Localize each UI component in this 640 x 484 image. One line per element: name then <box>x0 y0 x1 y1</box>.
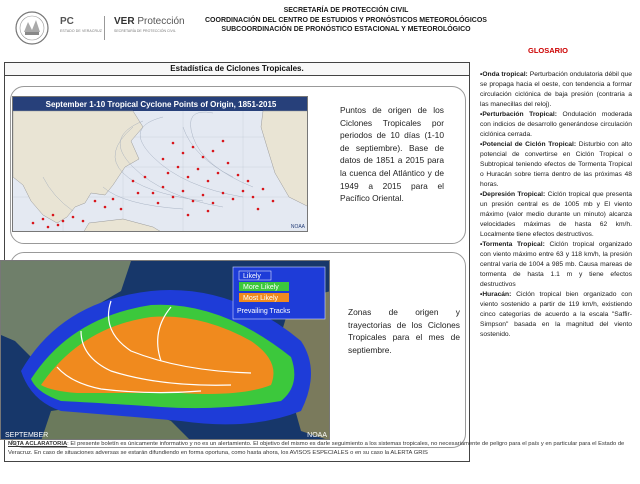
glossary-definition: Disturbio con alto potencial de convertirse en Ciclón Tropical o Subtropical teniendo efectos de Tormenta Tropical o Huracán sobre tierra dentro de las próximas 48 horas. <box>480 141 632 188</box>
legend-prevailing-tracks: Prevailing Tracks <box>237 308 291 315</box>
header-divider <box>104 16 105 40</box>
tracks-description: Zonas de origen y trayectorias de los Ciclones Tropicales para el mes de septiembre. <box>348 307 460 355</box>
glossary-term: Perturbación Tropical: <box>482 111 557 118</box>
origin-points-map-image <box>13 97 308 232</box>
tracks-map <box>0 260 330 440</box>
note-text: : El presente boletín es únicamente informativo y no es un alertamiento. El objetivo del mismo es darle seguimiento a los sistemas tropicales, no necesariamente de peligro para el país y en particular para el Estado de Veracruz. En caso de situaciones adversas se estarán difundiendo en forma oportuna, como hasta ahora, los AVISOS ESPECIALES o en su caso la ALERTA GRIS <box>8 441 625 456</box>
ver-proteccion-logo <box>114 16 194 33</box>
pc-logo-subtitle: ESTADO DE VERACRUZ <box>60 29 102 33</box>
glossary-definition: Ciclón tropical organizado con viento máximo entre 63 y 118 km/h, la presión central varía de 1004 a 985 mb. Causa mareas de tormenta de hasta 1.1 m y tiene efectos destructivos <box>480 241 633 288</box>
legend-most-likely: Most Likely <box>243 295 279 302</box>
pc-logo-text: PC <box>60 16 74 27</box>
origin-points-map <box>12 96 308 232</box>
tracks-map-month: SEPTEMBER <box>5 432 49 439</box>
glossary-term: Tormenta Tropical: <box>482 241 545 248</box>
header-titles <box>196 6 496 35</box>
glossary-item: •Perturbación Tropical: Ondulación moderada con indicios de desarrollo generándose circulación ciclónica cerrada. <box>480 111 632 138</box>
ver-logo-text <box>114 16 194 27</box>
tracks-map-image <box>1 261 330 440</box>
header-title-2: COORDINACIÓN DEL CENTRO DE ESTUDIOS Y PRONÓSTICOS METEOROLÓGICOS <box>205 16 487 24</box>
header-title-3: SUBCOORDINACIÓN DE PRONÓSTICO ESTACIONAL Y METEOROLÓGICO <box>221 26 471 34</box>
disclaimer-note <box>8 440 628 458</box>
glossary-term: Huracán: <box>482 291 512 298</box>
legend-likely: Likely <box>243 273 261 280</box>
glossary-item: •Huracán: Ciclón tropical bien organizado con viento sostenido a partir de 119 km/h, existiendo cinco categorías de acuerdo a la escala "Saffir-Simpson" basada en la magnitud del viento sostenido. <box>480 291 632 338</box>
veracruz-seal-icon <box>14 10 50 46</box>
note-label: NOTA ACLARATORIA <box>8 441 68 447</box>
tracks-map-credit: NOAA <box>307 432 327 439</box>
glossary-definition: Ciclón tropical bien organizado con viento sostenido a partir de 119 km/h, existiendo cinco categorías de acuerdo a la escala "Saffir-Simpson" basada en la magnitud del viento sostenido. <box>480 291 632 338</box>
section-title: Estadística de Ciclones Tropicales. <box>4 62 470 76</box>
origin-map-credit: NOAA <box>290 224 305 230</box>
origin-map-title: September 1-10 Tropical Cyclone Points of Origin, 1851-2015 <box>45 100 277 109</box>
glossary <box>480 60 632 340</box>
glossary-item: •Onda tropical: Perturbación ondulatoria débil que se propaga hacia el oeste, con tendencia a formar circulación ciclónica de baja presión (contraria a las manecillas del reloj). <box>480 71 632 108</box>
header-title-1: SECRETARÍA DE PROTECCIÓN CIVIL <box>283 7 409 14</box>
pc-logo <box>60 16 104 33</box>
ver-logo-bold: VER <box>114 16 135 27</box>
glossary-definition: Ciclón tropical que presenta un presión central es de 1005 mb y El viento máximo (valor medio durante un minuto) alcanza velocidades máximas de hasta 62 km/h. Localmente tiene efectos destructivos. <box>480 191 632 238</box>
glossary-title: GLOSARIO <box>528 46 569 55</box>
glossary-term: Depresión Tropical: <box>482 191 546 198</box>
map-legend <box>233 267 325 319</box>
glossary-item: •Tormenta Tropical: Ciclón tropical organizado con viento máximo entre 63 y 118 km/h, la presión central varía de 1004 a 985 mb. Causa mareas de tormenta de hasta 1.1 m y tiene efectos destructivos <box>480 241 633 288</box>
ver-logo-word: Protección <box>137 16 185 27</box>
glossary-definition: Ondulación moderada con indicios de desarrollo generándose circulación ciclónica cerrada. <box>480 111 632 138</box>
glossary-definition: Perturbación ondulatoria débil que se propaga hacia el oeste, con tendencia a formar circulación ciclónica de baja presión (contraria a las manecillas del reloj). <box>480 71 632 108</box>
glossary-term: Onda tropical: <box>482 71 528 78</box>
legend-more-likely: More Likely <box>243 284 279 291</box>
origin-points-description: Puntos de origen de los Ciclones Tropicales por periodos de 10 días (1-10 de septiembre). Base de datos de 1851 a 2015 para la cuenca del Atlántico y de 1949 a 2015 para el Pacífico Oriental. <box>340 105 444 204</box>
glossary-item: •Depresión Tropical: Ciclón tropical que presenta un presión central es de 1005 mb y El viento máximo (valor medio durante un minuto) alcanza velocidades máximas de hasta 62 km/h. Localmente tiene efectos destructivos. <box>480 191 632 238</box>
glossary-term: Potencial de Ciclón Tropical: <box>482 141 577 148</box>
ver-logo-subtitle: SECRETARÍA DE PROTECCIÓN CIVIL <box>114 29 176 33</box>
glossary-item: •Potencial de Ciclón Tropical: Disturbio con alto potencial de convertirse en Ciclón Tropical o Subtropical teniendo efectos de Tormenta Tropical o Huracán sobre tierra dentro de las próximas 48 horas. <box>480 141 632 188</box>
